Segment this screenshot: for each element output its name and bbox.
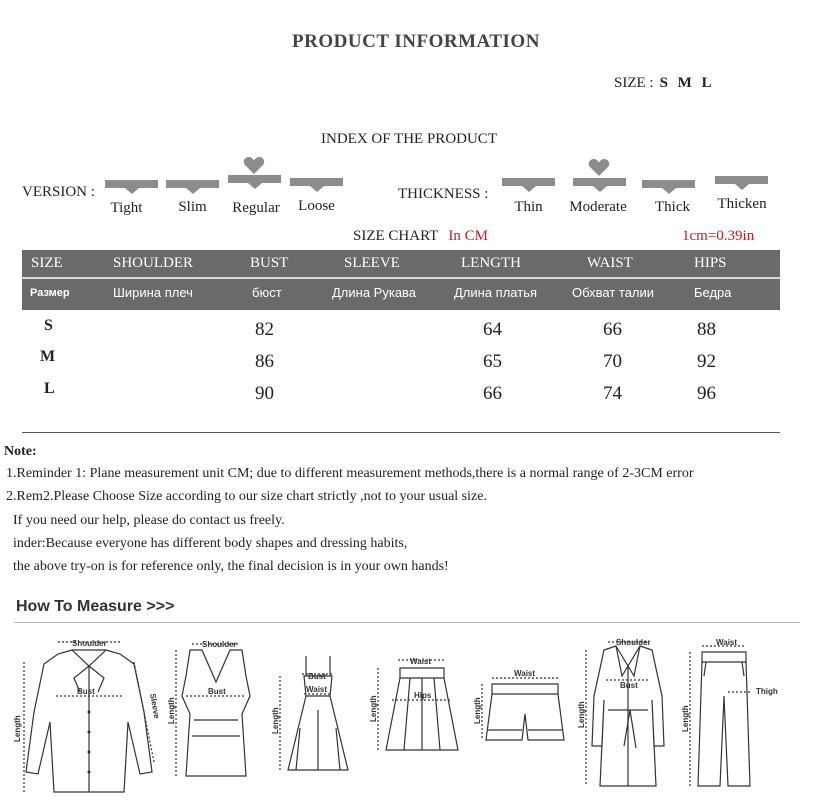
measure-label-bust: Bust [77, 687, 95, 696]
note-line: inder:Because everyone has different body shapes and dressing habits, [6, 536, 408, 551]
col-header-ru-sleeve: Длина Рукава [332, 285, 417, 300]
version-option-regular: Regular [232, 200, 280, 216]
vest-illustration [166, 636, 266, 786]
table-cell-length: 65 [483, 351, 502, 372]
col-header-bust: BUST [250, 255, 289, 271]
col-header-ru-shoulder: Ширина плеч [113, 285, 193, 300]
heart-icon [243, 157, 265, 175]
col-header-ru-length: Длина платья [454, 285, 538, 300]
table-cell-length: 66 [483, 383, 502, 404]
version-bar-loose [290, 178, 343, 186]
size-chart-unit: In CM [448, 228, 488, 244]
size-table [22, 250, 780, 404]
heart-icon [588, 159, 610, 177]
version-option-tight: Tight [110, 200, 143, 216]
size-chart-title: SIZE CHART [353, 228, 439, 244]
table-cell-bust: 86 [255, 351, 274, 372]
measure-label-length: Length [369, 695, 378, 722]
version-bar-regular [228, 175, 281, 183]
thickness-option-thicken: Thicken [717, 196, 767, 212]
size-options [614, 75, 715, 92]
version-option-loose: Loose [298, 198, 335, 214]
unit-conversion: 1cm=0.39in [682, 228, 755, 244]
col-header-ru-size: Размер [30, 287, 70, 299]
index-title: INDEX OF THE PRODUCT [321, 131, 497, 147]
table-cell-size: S [44, 317, 53, 334]
thickness-option-thin: Thin [514, 199, 543, 215]
measure-label-length: Length [681, 705, 690, 732]
measure-label-shoulder: Shoulder [202, 640, 237, 649]
measure-label-length: Length [13, 715, 22, 742]
measure-label-sleeve: Sleeve [148, 692, 162, 720]
thickness-bar-thicken [715, 176, 768, 184]
coat-dress-illustration [578, 636, 678, 796]
measure-label-thigh: Thigh [756, 687, 778, 696]
header-divider [22, 277, 780, 279]
how-to-measure-title: How To Measure >>> [16, 598, 175, 615]
measure-label-waist: Waist [716, 638, 738, 647]
col-header-sleeve: SLEEVE [344, 255, 400, 271]
note-line: 2.Rem2.Please Choose Size according to our size chart strictly ,not to your usual size. [6, 489, 487, 504]
dress-illustration [270, 650, 365, 785]
size-values: S M L [659, 75, 715, 91]
table-cell-length: 64 [483, 319, 502, 340]
measure-label-waist: Waist [306, 685, 328, 694]
size-chart-caption [353, 228, 488, 245]
table-cell-hips: 88 [697, 319, 716, 340]
col-header-ru-hips: Бедра [694, 285, 732, 300]
thickness-bar-thick [642, 180, 695, 188]
note-line: If you need our help, please do contact us freely. [6, 513, 285, 528]
col-header-ru-waist: Обхват талии [572, 285, 655, 300]
measure-label-hips: Hips [414, 691, 432, 700]
measure-label-bust: Bust [208, 687, 226, 696]
table-cell-bust: 90 [255, 383, 274, 404]
measure-label-length: Length [271, 707, 280, 734]
col-header-size: SIZE [31, 255, 63, 271]
thickness-bar-moderate [573, 178, 626, 186]
measure-label-shoulder: Shoulder [72, 639, 107, 648]
table-cell-hips: 92 [697, 351, 716, 372]
page-title: PRODUCT INFORMATION [292, 31, 540, 52]
version-bar-slim [166, 180, 219, 188]
table-bottom-rule [22, 432, 780, 433]
note-line: 1.Reminder 1: Plane measurement unit CM; due to different measurement methods,there is a normal range of 2-3CM error [6, 466, 694, 481]
table-cell-hips: 96 [697, 383, 716, 404]
table-cell-bust: 82 [255, 319, 274, 340]
note-line: the above try-on is for reference only, the final decision is in your own hands! [6, 559, 449, 574]
thickness-option-moderate: Moderate [569, 199, 627, 215]
table-cell-size: M [40, 348, 56, 365]
thickness-label: THICKNESS : [398, 186, 489, 202]
note-heading: Note: [4, 444, 37, 459]
size-label: SIZE : [614, 75, 654, 91]
table-cell-size: L [44, 380, 55, 397]
measure-label-waist: Waist [514, 669, 536, 678]
shorts-illustration [473, 664, 573, 754]
col-header-shoulder: SHOULDER [113, 255, 194, 271]
thickness-bar-thin [502, 178, 555, 186]
table-header [22, 250, 780, 310]
version-label: VERSION : [22, 184, 95, 200]
version-option-slim: Slim [178, 199, 207, 215]
measure-label-length: Length [577, 701, 586, 728]
col-header-ru-bust: бюст [252, 285, 282, 300]
col-header-length: LENGTH [461, 255, 521, 271]
table-cell-waist: 66 [603, 319, 622, 340]
measure-label-bust: Bust [308, 672, 326, 681]
skirt-illustration [370, 650, 470, 770]
col-header-waist: WAIST [587, 255, 633, 271]
blouse-illustration [14, 632, 164, 797]
thickness-option-thick: Thick [655, 199, 690, 215]
pants-illustration [682, 636, 792, 796]
how-to-measure-divider [14, 622, 800, 623]
table-cell-waist: 74 [603, 383, 622, 404]
table-cell-waist: 70 [603, 351, 622, 372]
version-bar-tight [105, 180, 158, 188]
measure-label-shoulder: Shoulder [616, 638, 651, 647]
measure-label-length: Length [473, 697, 482, 724]
col-header-hips: HIPS [694, 255, 727, 271]
measure-label-length: Length [167, 697, 176, 724]
measure-label-bust: Bust [620, 681, 638, 690]
measure-label-waist: Waist [410, 657, 432, 666]
